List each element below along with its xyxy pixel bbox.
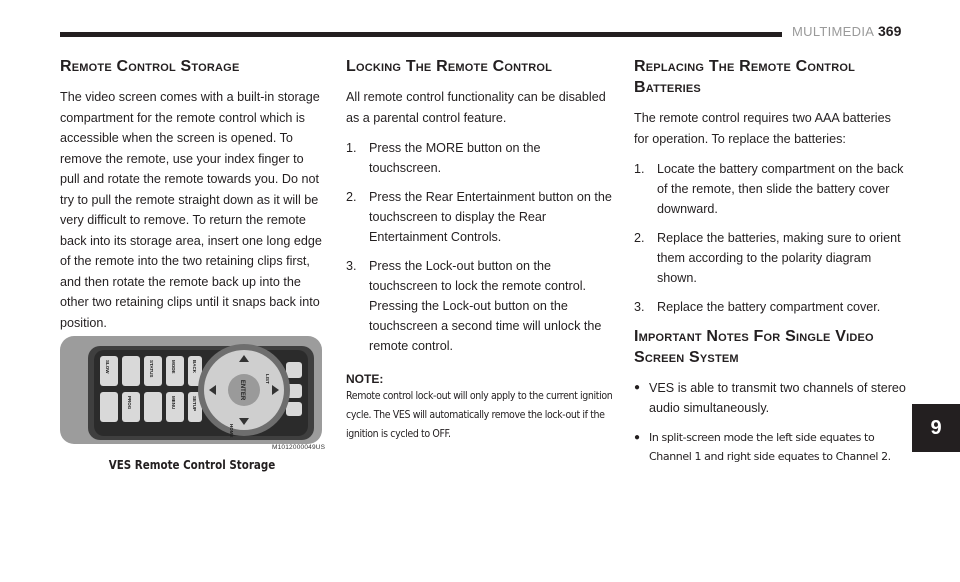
remote-btn-7 [144,392,162,422]
figure-caption: VES Remote Control Storage [108,458,276,472]
column-remote-storage [60,56,325,333]
remote-btn-power [286,362,302,378]
bullet-icon: ● [634,432,641,443]
note-label: NOTE: [346,372,384,386]
remote-btn-5 [100,392,118,422]
paragraph-batteries-intro: The remote control requires two AAA batteries for operation. To replace the batteries: [634,111,891,146]
header-rule [60,32,782,37]
remote-label-slow: SLOW [105,360,110,374]
list-item: ● VES is able to transmit two channels of stereo audio simultaneously. [634,378,906,418]
remote-label-back: BACK [192,360,197,373]
important-notes-list [634,378,906,466]
list-item: ● In split-screen mode the left side equates to Channel 1 and right side equates to Channel 2. [634,428,906,466]
column-locking-remote [346,56,616,443]
list-item: 2. Replace the batteries, making sure to orient them according to the polarity diagram shown. [634,231,901,285]
remote-btn-12 [286,402,302,416]
figure-code: M1012000049US [272,444,326,451]
list-item: 3. Replace the battery compartment cover. [634,300,881,314]
paragraph-locking-intro: All remote control functionality can be disabled as a parental control feature. [346,90,606,125]
list-item: 1. Press the MORE button on the touchscreen. [346,141,541,175]
list-item: 2. Press the Rear Entertainment button on the touchscreen to display the Rear Entertainment Controls. [346,190,612,244]
remote-illustration-svg [60,322,330,456]
chapter-tab: 9 [912,404,960,452]
header-section-title: MULTIMEDIA [792,24,875,39]
remote-label-status: STATUS [149,360,154,378]
remote-label-menu: MENU [171,396,176,410]
remote-label-setup: SETUP [192,396,197,412]
remote-control-illustration [60,322,330,456]
bullet-icon: ● [634,382,641,393]
paragraph-remote-storage: The video screen comes with a built-in storage compartment for the remote control which is accessible when the screen is opened. To remove the remote, use your index finger to pull and rotate the remote towards you. Do not try to pull the remote straight down as it will be very difficult to remove. To return the remote back into its storage area, insert one long edge of the remote into the two retaining clips first, and then rotate the remote back up into the other two retaining clips until it snaps back into position. [60,90,322,330]
list-item: 3. Press the Lock-out button on the touchscreen to lock the remote control. Pressing the Lock-out button on the touchscreen a second time will unlock the remote control. [346,259,602,353]
note-text: Remote control lock-out will only apply to the current ignition cycle. The VES will automatically remove the lock-out if the ignition is cycled to OFF. [346,389,613,440]
heading-locking-remote: Locking The Remote Control [346,58,553,75]
remote-enter-label: ENTER [239,379,245,401]
page-number: 369 [878,23,902,39]
remote-label-list: LIST [265,374,270,384]
remote-btn-2 [122,356,140,386]
locking-steps-list [346,138,616,356]
list-item: 1. Locate the battery compartment on the back of the remote, then slide the battery cover downward. [634,162,904,216]
heading-remote-storage: Remote Control Storage [60,58,240,75]
remote-label-prog: PROG [127,396,132,410]
remote-label-home: HOME [229,424,234,438]
column-replacing-batteries [634,56,906,476]
remote-label-mode: MODE [171,360,176,374]
heading-replacing-batteries: Replacing The Remote Control Batteries [634,58,856,96]
heading-important-notes: Important Notes For Single Video Screen System [634,328,874,366]
battery-steps-list [634,159,906,317]
